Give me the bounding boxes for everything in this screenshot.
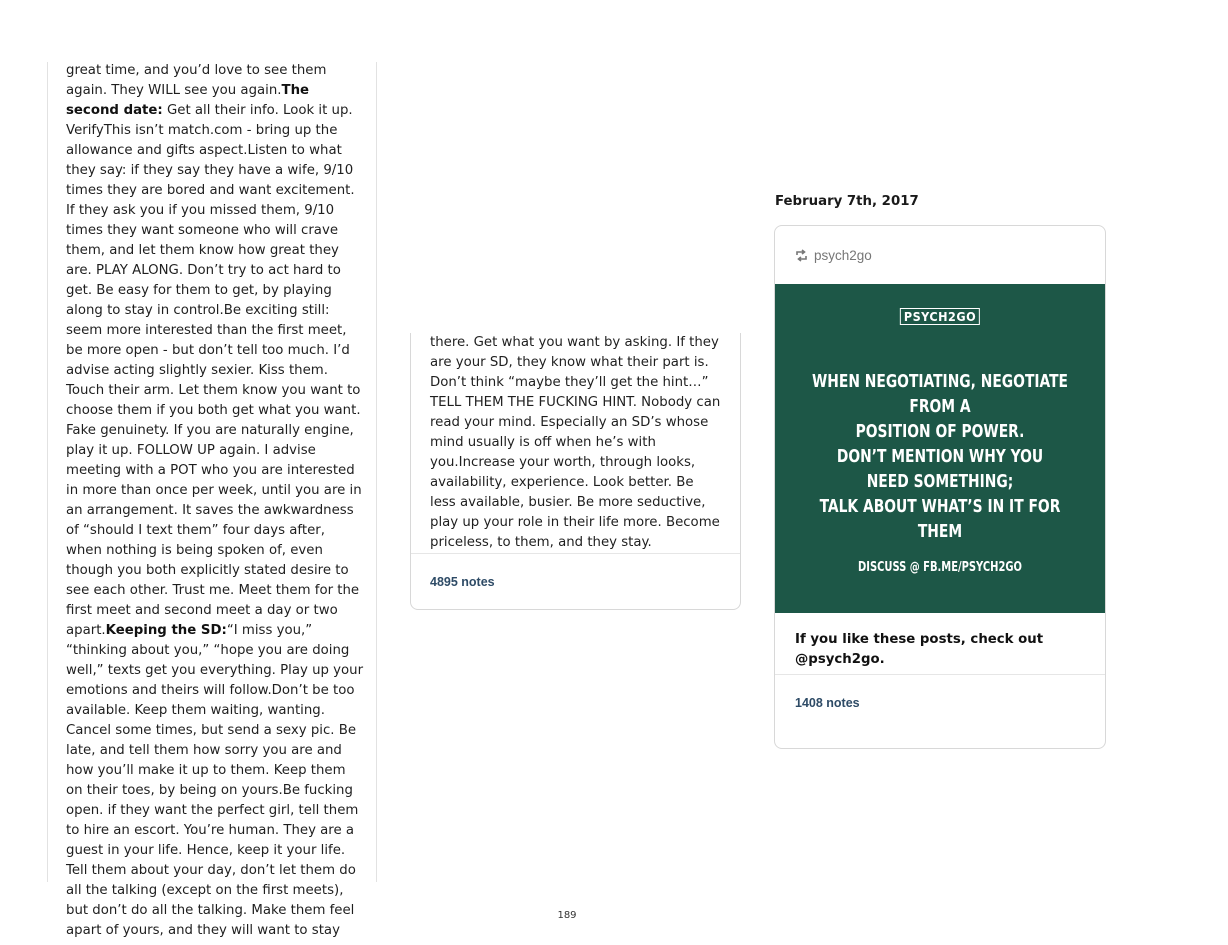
poster-quote-line: DON’T MENTION WHY YOU bbox=[836, 447, 1044, 467]
quote-poster-image bbox=[775, 284, 1105, 613]
notes-count-link[interactable]: 1408 notes bbox=[775, 674, 1105, 731]
section-heading-keeping-sd: Keeping the SD: bbox=[105, 623, 227, 638]
poster-discuss-line: DISCUSS @ FB.ME/PSYCH2GO bbox=[857, 560, 1023, 575]
notes-count-link[interactable]: 4895 notes bbox=[411, 553, 740, 610]
poster-quote bbox=[802, 370, 1078, 545]
post-date: February 7th, 2017 bbox=[775, 194, 919, 209]
post-card-continued bbox=[410, 333, 741, 610]
poster-quote-line: POSITION OF POWER. bbox=[855, 422, 1025, 442]
poster-quote-line: WHEN NEGOTIATING, NEGOTIATE FROM A bbox=[811, 372, 1068, 417]
text-paragraph: Get all their info. Look it up. VerifyThis isn’t match.com - bring up the allowance and gifts aspect.Listen to what they say: if they say they have a wife, 9/10 times they are bored and want excitement. If they ask you if you missed them, 9/10 times they want someone who will crave them, and let them know how great they are. PLAY ALONG. Don’t try to act hard to get. Be easy for them to get, by playing along to stay in control.Be exciting still: seem more interested than the first meet, be more open - but don’t tell too much. I’d advise acting slightly sexier. Kiss them. Touch their arm. Let them know you want to choose them if you both get what you want. Fake genuinety. If you are naturally engine, play it up. FOLLOW UP again. I advise meeting with a POT who you are interested in more than once per week, until you are in an arrangement. It saves the awkwardness of “should I text them” four days after, when nothing is being spoken of, even though you both explicitly stated desire to see each other. Trust me. Meet them for the first meet and second meet a day or two apart. bbox=[66, 103, 362, 638]
poster-quote-line: TALK ABOUT WHAT’S IN IT FOR THEM bbox=[819, 497, 1061, 542]
reblog-icon bbox=[795, 250, 808, 261]
poster-quote-line: NEED SOMETHING; bbox=[866, 472, 1014, 492]
section-heading-second-date: The second date: bbox=[66, 83, 310, 118]
post-body-text bbox=[48, 61, 376, 941]
poster-brand-logo: PSYCH2GO bbox=[900, 308, 980, 325]
post-body-text: there. Get what you want by asking. If they are your SD, they know what their part is. Don’t think “maybe they’ll get the hint…” TELL THEM THE FUCKING HINT. Nobody can read your mind. Especially an SD’s whose mind usually is off when he’s with you.Increase your worth, through looks, availability, experience. Look better. Be less available, busier. Be more seductive, play up your role in their life more. Become priceless, to them, and they stay. bbox=[430, 335, 721, 550]
reblog-username[interactable]: psych2go bbox=[814, 247, 872, 263]
reblog-post-card bbox=[774, 225, 1106, 749]
reblog-header bbox=[775, 226, 1105, 284]
page-number: 189 bbox=[557, 910, 577, 921]
post-text-column bbox=[47, 62, 377, 938]
text-paragraph: great time, and you’d love to see them again. They WILL see you again. bbox=[66, 63, 327, 98]
post-caption: If you like these posts, check out @psych2go. bbox=[795, 632, 1044, 667]
text-paragraph: “I miss you,” “thinking about you,” “hope you are doing well,” texts get you everything. Play up your emotions and theirs will follow.Don’t be too available. Keep them waiting, wanting. Cancel some times, but send a sexy pic. Be late, and tell them how sorry you are and how you’ll make it up to them. Keep them on their toes, by being on yours.Be fucking open. if they want the perfect girl, tell them to hire an escort. You’re human. They are a guest in your life. Hence, keep it your life. Tell them about your day, don’t let them do all the talking (except on the first meets), but don’t do all the talking. Make them feel apart of yours, and they will want to stay bbox=[66, 623, 364, 938]
